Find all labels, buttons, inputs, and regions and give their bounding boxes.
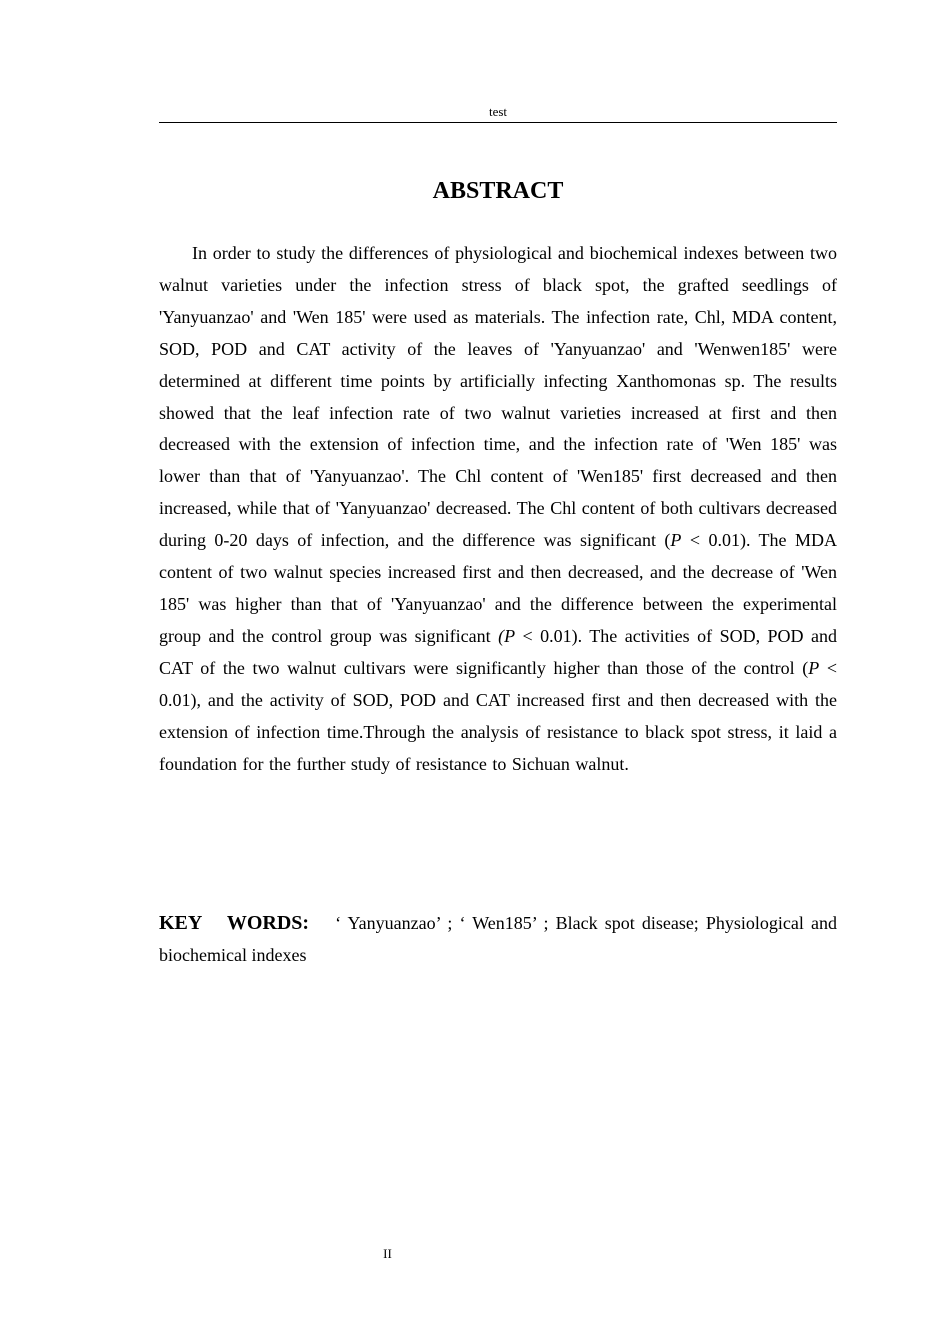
page-number: II [383,1246,392,1261]
keywords-paragraph [159,907,837,971]
abstract-italic-p-1: P [670,530,682,551]
abstract-title: ABSTRACT [432,178,564,204]
keywords-label: KEY WORDS: [159,912,310,934]
keywords-text: ‘ Yanyuanzao’ ; ‘ Wen185’ ; Black spot disease; Physiological and biochemical indexes [159,913,837,965]
abstract-text-part-4: < 0.01), and the activity of SOD, POD and CAT increased first and then decreased with the extension of infection time.Through the analysis of resistance to black spot stress, it laid a foundation for the further study of resistance to Sichuan walnut. [159,657,837,774]
header-rule [159,122,837,123]
abstract-italic-p-2: (P [498,625,516,646]
running-header: test [488,104,508,119]
abstract-text-part-3: < 0.01). The activities of SOD, POD and CAT of the two walnut cultivars were significantly higher than those of the control ( [159,625,837,678]
abstract-text-part-1: In order to study the differences of physiological and biochemical indexes between two walnut varieties under the infection stress of black spot, the grafted seedlings of 'Yanyuanzao' and 'Wen 185' were used as materials. The infection rate, Chl, MDA content, SOD, POD and CAT activity of the leaves of 'Yanyuanzao' and 'Wenwen185' were determined at different time points by artificially infecting Xanthomonas sp. The results showed that the leaf infection rate of two walnut varieties increased at first and then decreased with the extension of infection time, and the infection rate of 'Wen 185' was lower than that of 'Yanyuanzao'. The Chl content of 'Wen185' first decreased and then increased, while that of 'Yanyuanzao' decreased. The Chl content of both cultivars decreased during 0-20 days of infection, and the difference was significant ( [159,243,837,551]
abstract-paragraph [159,238,837,780]
abstract-text-part-2: < 0.01). The MDA content of two walnut species increased first and then decreased, and the decrease of 'Wen 185' was higher than that of 'Yanyuanzao' and the difference between the experimental group and the control group was significant [159,530,837,646]
abstract-italic-p-3: P [808,657,820,678]
